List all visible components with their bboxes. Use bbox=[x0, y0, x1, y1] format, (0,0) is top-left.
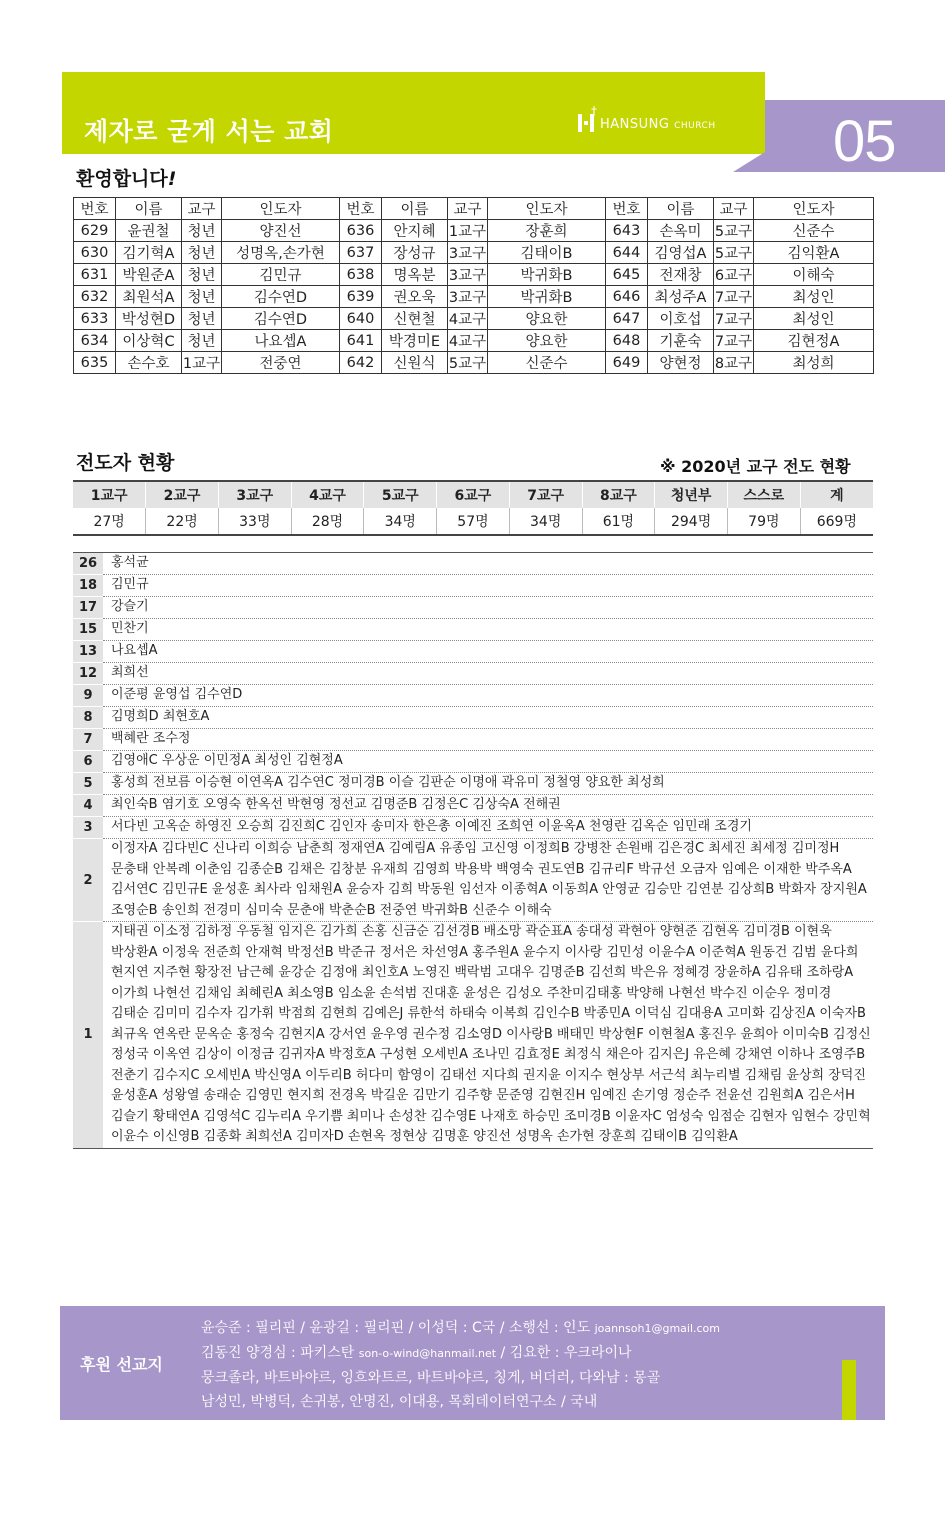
mission-line bbox=[201, 1316, 720, 1341]
table-cell: 신원식 bbox=[382, 352, 448, 374]
table-cell: 최원석A bbox=[116, 286, 182, 308]
ranking-row bbox=[73, 795, 873, 817]
stats-value-cell: 79명 bbox=[727, 508, 800, 535]
evangelism-stats-table bbox=[73, 480, 873, 536]
table-cell: 7교구 bbox=[714, 330, 754, 352]
ranking-names: 서다빈 고옥순 하영진 오승희 김진희C 김인자 송미자 한은총 이예진 조희연 이윤옥A 천영란 김옥순 임민래 조경기 bbox=[103, 817, 873, 839]
ranking-names: 김민규 bbox=[103, 575, 873, 597]
mission-label: 후원 선교지 bbox=[80, 1355, 163, 1374]
table-cell: 3교구 bbox=[448, 264, 488, 286]
welcome-table bbox=[73, 197, 874, 374]
table-row bbox=[74, 308, 874, 330]
table-cell: 김영섭A bbox=[648, 242, 714, 264]
ranking-names: 홍석균 bbox=[103, 553, 873, 575]
table-cell: 648 bbox=[606, 330, 648, 352]
stats-header-cell: 4교구 bbox=[291, 481, 364, 508]
table-cell: 631 bbox=[74, 264, 116, 286]
stats-header-cell: 7교구 bbox=[509, 481, 582, 508]
stats-header-cell: 스스로 bbox=[727, 481, 800, 508]
welcome-header-cell: 인도자 bbox=[222, 198, 340, 220]
table-cell: 권오욱 bbox=[382, 286, 448, 308]
table-cell: 김민규 bbox=[222, 264, 340, 286]
ranking-count: 1 bbox=[73, 922, 103, 1149]
ranking-row bbox=[73, 575, 873, 597]
stats-value-row bbox=[73, 508, 873, 535]
table-cell: 청년 bbox=[182, 330, 222, 352]
stats-header-row bbox=[73, 481, 873, 508]
table-cell: 639 bbox=[340, 286, 382, 308]
table-cell: 청년 bbox=[182, 220, 222, 242]
table-cell: 김익환A bbox=[754, 242, 874, 264]
ranking-row bbox=[73, 839, 873, 922]
table-cell: 632 bbox=[74, 286, 116, 308]
ranking-row bbox=[73, 553, 873, 575]
ranking-count: 26 bbox=[73, 553, 103, 575]
ranking-row bbox=[73, 707, 873, 729]
ranking-row bbox=[73, 597, 873, 619]
table-cell: 김수연D bbox=[222, 286, 340, 308]
ranking-count: 12 bbox=[73, 663, 103, 685]
table-cell: 최성인 bbox=[754, 286, 874, 308]
table-cell: 629 bbox=[74, 220, 116, 242]
table-cell: 7교구 bbox=[714, 308, 754, 330]
ranking-count: 8 bbox=[73, 707, 103, 729]
mission-line bbox=[201, 1390, 720, 1414]
table-cell: 윤권철 bbox=[116, 220, 182, 242]
welcome-header-cell: 번호 bbox=[74, 198, 116, 220]
table-cell: 장성규 bbox=[382, 242, 448, 264]
tab-fold bbox=[733, 152, 765, 172]
table-cell: 1교구 bbox=[182, 352, 222, 374]
table-cell: 박귀화B bbox=[488, 286, 606, 308]
table-cell: 김수연D bbox=[222, 308, 340, 330]
church-logo bbox=[578, 114, 716, 132]
table-cell: 8교구 bbox=[714, 352, 754, 374]
stats-value-cell: 57명 bbox=[437, 508, 510, 535]
table-cell: 손옥미 bbox=[648, 220, 714, 242]
table-cell: 김태이B bbox=[488, 242, 606, 264]
stats-value-cell: 33명 bbox=[218, 508, 291, 535]
welcome-header-row bbox=[74, 198, 874, 220]
ranking-row bbox=[73, 922, 873, 1149]
table-cell: 636 bbox=[340, 220, 382, 242]
welcome-header-cell: 인도자 bbox=[754, 198, 874, 220]
table-cell: 안지혜 bbox=[382, 220, 448, 242]
table-cell: 전중연 bbox=[222, 352, 340, 374]
table-cell: 4교구 bbox=[448, 330, 488, 352]
ranking-names: 백혜란 조수정 bbox=[103, 729, 873, 751]
table-cell: 6교구 bbox=[714, 264, 754, 286]
table-cell: 박성현D bbox=[116, 308, 182, 330]
table-cell: 나요셉A bbox=[222, 330, 340, 352]
table-cell: 신현철 bbox=[382, 308, 448, 330]
evangelism-title: 전도자 현황 bbox=[76, 452, 175, 474]
ranking-names: 나요셉A bbox=[103, 641, 873, 663]
table-cell: 3교구 bbox=[448, 242, 488, 264]
mission-line-text: 윤승준 : 필리핀 / 윤광길 : 필리핀 / 이성덕 : C국 / 소행선 : 인도 bbox=[201, 1320, 595, 1336]
welcome-header-cell: 인도자 bbox=[488, 198, 606, 220]
table-cell: 신준수 bbox=[488, 352, 606, 374]
table-cell: 신준수 bbox=[754, 220, 874, 242]
ranking-names: 강슬기 bbox=[103, 597, 873, 619]
welcome-header-cell: 교구 bbox=[448, 198, 488, 220]
ranking-count: 18 bbox=[73, 575, 103, 597]
table-cell: 641 bbox=[340, 330, 382, 352]
table-cell: 명옥분 bbox=[382, 264, 448, 286]
ranking-row bbox=[73, 663, 873, 685]
ranking-names: 이정자A 김다빈C 신나리 이희승 남춘희 정재연A 김예림A 유종임 고신영 이정희B 강병찬 손원배 김은경C 최세진 최세정 김미정H 문충태 안복례 이춘임 김종순B 김채은 김창분 유재희 김영희 박용박 백영숙 권도연B 김규리F 박규선 오금자 임예은 이재한 박주옥A 김서연C 김민규E 윤성훈 최사라 임채원A 윤승자 김희 박동원 임선자 이종혁A 이동희A 안영균 김승만 김연분 김상희B 박화자 장지원A 조영순B 송인희 전경미 심미숙 문춘애 박춘순B 전중연 박귀화B 신준수 이해숙 bbox=[103, 839, 873, 922]
ranking-names: 김영애C 우상운 이민정A 최성인 김현정A bbox=[103, 751, 873, 773]
table-cell: 청년 bbox=[182, 264, 222, 286]
mission-line-tail: / 김요한 : 우크라이나 bbox=[496, 1345, 632, 1361]
table-cell: 박귀화B bbox=[488, 264, 606, 286]
table-cell: 박경미E bbox=[382, 330, 448, 352]
stats-value-cell: 34명 bbox=[364, 508, 437, 535]
hansung-logo-icon bbox=[578, 114, 594, 132]
table-row bbox=[74, 286, 874, 308]
ranking-names: 최인숙B 염기호 오영숙 한옥선 박현영 정선교 김명준B 김정은C 김상숙A 전해권 bbox=[103, 795, 873, 817]
table-cell: 642 bbox=[340, 352, 382, 374]
table-cell: 최성주A bbox=[648, 286, 714, 308]
welcome-header-cell: 교구 bbox=[182, 198, 222, 220]
ranking-row bbox=[73, 641, 873, 663]
stats-header-cell: 8교구 bbox=[582, 481, 655, 508]
table-cell: 643 bbox=[606, 220, 648, 242]
ranking-row bbox=[73, 685, 873, 707]
ranking-count: 15 bbox=[73, 619, 103, 641]
ranking-names: 최희선 bbox=[103, 663, 873, 685]
table-cell: 손수호 bbox=[116, 352, 182, 374]
ranking-count: 3 bbox=[73, 817, 103, 839]
table-cell: 1교구 bbox=[448, 220, 488, 242]
table-cell: 633 bbox=[74, 308, 116, 330]
page-header-title: 제자로 굳게 서는 교회 bbox=[84, 117, 334, 146]
ranking-count: 2 bbox=[73, 839, 103, 922]
ranking-count: 4 bbox=[73, 795, 103, 817]
ranking-names: 홍성희 전보름 이승현 이연옥A 김수연C 정미경B 이슬 김판순 이명애 곽유미 정철영 양요한 최성희 bbox=[103, 773, 873, 795]
stats-value-cell: 294명 bbox=[655, 508, 728, 535]
table-cell: 박원준A bbox=[116, 264, 182, 286]
table-cell: 기훈숙 bbox=[648, 330, 714, 352]
mission-list bbox=[201, 1316, 720, 1414]
mission-line-text: 남성민, 박병덕, 손귀봉, 안명진, 이대용, 목회데이터연구소 / 국내 bbox=[201, 1394, 598, 1410]
table-cell: 청년 bbox=[182, 308, 222, 330]
ranking-row bbox=[73, 773, 873, 795]
table-cell: 최성희 bbox=[754, 352, 874, 374]
table-cell: 635 bbox=[74, 352, 116, 374]
mission-line bbox=[201, 1341, 720, 1366]
mission-box bbox=[60, 1306, 885, 1420]
table-cell: 이상혁C bbox=[116, 330, 182, 352]
ranking-names: 김명희D 최현호A bbox=[103, 707, 873, 729]
mission-email: joannsoh1@gmail.com bbox=[594, 1322, 721, 1335]
ranking-count: 7 bbox=[73, 729, 103, 751]
ranking-names: 민찬기 bbox=[103, 619, 873, 641]
ranking-count: 13 bbox=[73, 641, 103, 663]
stats-header-cell: 청년부 bbox=[655, 481, 728, 508]
welcome-header-cell: 번호 bbox=[340, 198, 382, 220]
page-number: 05 bbox=[833, 109, 896, 174]
logo-text: HANSUNG CHURCH bbox=[600, 117, 716, 132]
welcome-header-cell: 이름 bbox=[382, 198, 448, 220]
ranking-row bbox=[73, 751, 873, 773]
stats-header-cell: 계 bbox=[800, 481, 873, 508]
table-row bbox=[74, 242, 874, 264]
stats-header-cell: 2교구 bbox=[146, 481, 219, 508]
table-cell: 양요한 bbox=[488, 308, 606, 330]
ranking-row bbox=[73, 619, 873, 641]
stats-value-cell: 28명 bbox=[291, 508, 364, 535]
welcome-header-cell: 교구 bbox=[714, 198, 754, 220]
ranking-names: 이준평 윤영섭 김수연D bbox=[103, 685, 873, 707]
ranking-count: 6 bbox=[73, 751, 103, 773]
table-row bbox=[74, 220, 874, 242]
stats-value-cell: 61명 bbox=[582, 508, 655, 535]
table-cell: 김현정A bbox=[754, 330, 874, 352]
table-cell: 이해숙 bbox=[754, 264, 874, 286]
welcome-header-cell: 이름 bbox=[648, 198, 714, 220]
table-cell: 7교구 bbox=[714, 286, 754, 308]
table-cell: 성명옥,손가현 bbox=[222, 242, 340, 264]
table-row bbox=[74, 264, 874, 286]
table-cell: 647 bbox=[606, 308, 648, 330]
table-cell: 김기혁A bbox=[116, 242, 182, 264]
table-cell: 5교구 bbox=[714, 242, 754, 264]
mission-line bbox=[201, 1366, 720, 1390]
table-cell: 장훈희 bbox=[488, 220, 606, 242]
mission-email: son-o-wind@hanmail.net bbox=[358, 1347, 497, 1360]
table-cell: 3교구 bbox=[448, 286, 488, 308]
table-cell: 청년 bbox=[182, 286, 222, 308]
stats-header-cell: 6교구 bbox=[437, 481, 510, 508]
table-cell: 전재창 bbox=[648, 264, 714, 286]
stats-header-cell: 5교구 bbox=[364, 481, 437, 508]
welcome-title: 환영합니다! bbox=[76, 168, 177, 190]
evangelism-note: ※ 2020년 교구 전도 현황 bbox=[660, 457, 851, 476]
table-cell: 646 bbox=[606, 286, 648, 308]
table-cell: 양진선 bbox=[222, 220, 340, 242]
ranking-count: 5 bbox=[73, 773, 103, 795]
table-row bbox=[74, 330, 874, 352]
table-cell: 644 bbox=[606, 242, 648, 264]
ranking-names: 지태권 이소정 김하정 우동철 임지은 김가희 손홍 신금순 김선경B 배소망 곽순표A 송대성 곽현아 양현준 김현옥 김미경B 이현욱 박상환A 이정욱 전준희 안재혁 박정선B 박준규 정서은 차선영A 홍주원A 윤수지 이사랑 김민성 이윤수A 이준혁A 원동건 김범 윤다희 현지연 지주현 황장전 남근혜 윤강순 김정애 최인호A 노영진 백락범 고대우 김명준B 김선희 박은유 정혜경 장윤하A 김유태 조하랑A 이가희 나현선 김채임 최혜린A 최소영B 임소윤 손석범 진대훈 윤성은 김성오 주찬미김태홍 박양해 나현선 박수진 이순우 정미경 김태순 김미미 김수자 김가휘 박점희 김현희 김예은J 류한석 하태숙 이복희 김인수B 박종민A 이덕심 김대용A 고미화 김상진A 이숙자B 최규옥 연옥란 문옥순 홍정숙 김현지A 강서연 윤우영 권수정 김소영D 이사랑B 배태민 박상현F 이현철A 홍진우 윤희아 이미숙B 김정신 정성국 이옥연 김상이 이정금 김귀자A 박정호A 구성현 오세빈A 조나민 김효정E 최정식 채은아 김지은J 유은혜 강채연 이하나 조영주B 전춘기 김수지C 오세빈A 박신영A 이두리B 허다미 함영이 김태선 지다희 권지윤 이지수 현상부 서근석 최누리별 김채림 윤상희 장덕진 윤성훈A 성왕열 송래순 김영민 현지희 전경옥 박길운 김만기 김주향 문준영 김현진H 임예진 손기영 정순주 전윤선 김원희A 김은서H 김슬기 황태연A 김영석C 김누리A 우기쁨 최미나 손성찬 김수영E 나재호 하승민 조미경B 이윤자C 엄성숙 임점순 김현자 임현수 강민혁 이윤수 이신영B 김종화 최희선A 김미자D 손현옥 정현상 김명훈 양진선 성명옥 손가현 장훈희 김태이B 김익환A bbox=[111, 924, 871, 1144]
stats-value-cell: 34명 bbox=[509, 508, 582, 535]
ranking-count: 17 bbox=[73, 597, 103, 619]
table-cell: 5교구 bbox=[448, 352, 488, 374]
evangelist-ranking-table bbox=[73, 552, 873, 1149]
table-row bbox=[74, 352, 874, 374]
table-cell: 이호섭 bbox=[648, 308, 714, 330]
table-cell: 637 bbox=[340, 242, 382, 264]
table-cell: 양요한 bbox=[488, 330, 606, 352]
table-cell: 645 bbox=[606, 264, 648, 286]
ranking-row bbox=[73, 817, 873, 839]
welcome-header-cell: 번호 bbox=[606, 198, 648, 220]
mission-accent-bar bbox=[842, 1360, 856, 1420]
ranking-count: 9 bbox=[73, 685, 103, 707]
table-cell: 630 bbox=[74, 242, 116, 264]
table-cell: 638 bbox=[340, 264, 382, 286]
table-cell: 청년 bbox=[182, 242, 222, 264]
welcome-header-cell: 이름 bbox=[116, 198, 182, 220]
table-cell: 최성인 bbox=[754, 308, 874, 330]
stats-value-cell: 27명 bbox=[73, 508, 146, 535]
cross-icon: † bbox=[591, 104, 597, 118]
table-cell: 649 bbox=[606, 352, 648, 374]
table-cell: 4교구 bbox=[448, 308, 488, 330]
stats-header-cell: 1교구 bbox=[73, 481, 146, 508]
mission-line-text: 뭉크졸라, 바트바야르, 잉흐와트르, 바트바야르, 칭게, 버더러, 다와냠 : 몽골 bbox=[201, 1370, 661, 1386]
ranking-row bbox=[73, 729, 873, 751]
stats-header-cell: 3교구 bbox=[218, 481, 291, 508]
mission-line-text: 김동진 양경심 : 파키스탄 bbox=[201, 1345, 359, 1361]
table-cell: 640 bbox=[340, 308, 382, 330]
stats-value-cell: 669명 bbox=[800, 508, 873, 535]
stats-value-cell: 22명 bbox=[146, 508, 219, 535]
table-cell: 5교구 bbox=[714, 220, 754, 242]
table-cell: 634 bbox=[74, 330, 116, 352]
table-cell: 양현정 bbox=[648, 352, 714, 374]
